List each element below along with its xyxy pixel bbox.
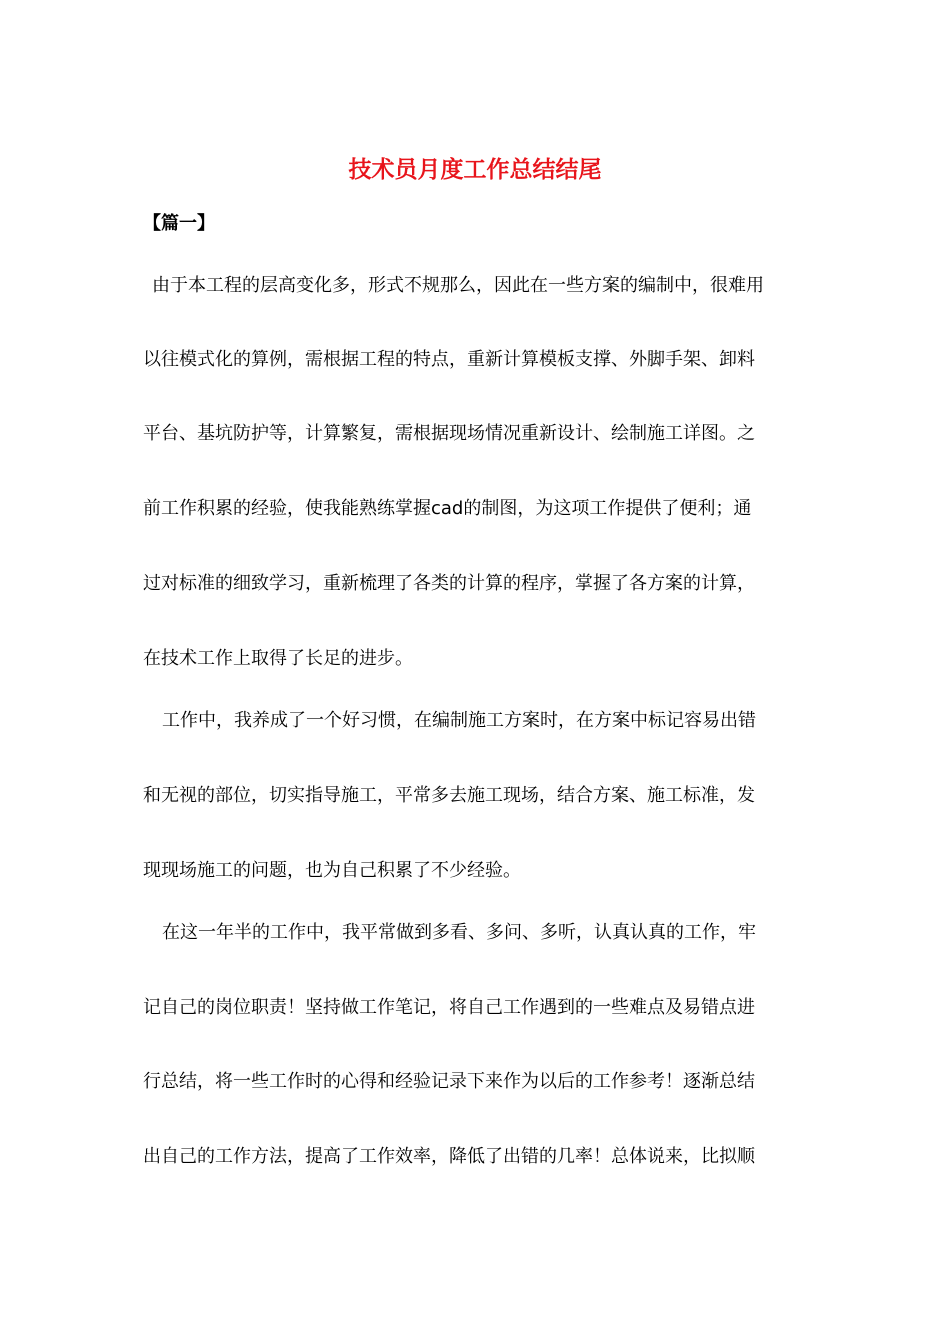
paragraph-line: 和无视的部位，切实指导施工，平常多去施工现场，结合方案、施工标准，发 <box>143 785 755 806</box>
document-title: 技术员月度工作总结结尾 <box>348 156 602 183</box>
paragraph-line: 前工作积累的经验，使我能熟练掌握cad的制图，为这项工作提供了便利；通 <box>143 498 752 519</box>
paragraph-line: 工作中，我养成了一个好习惯，在编制施工方案时，在方案中标记容易出错 <box>162 710 756 731</box>
paragraph-line: 记自己的岗位职责！坚持做工作笔记，将自己工作遇到的一些难点及易错点进 <box>143 997 755 1018</box>
paragraph-line: 在这一年半的工作中，我平常做到多看、多问、多听，认真认真的工作，牢 <box>162 922 756 943</box>
paragraph-line: 在技术工作上取得了长足的进步。 <box>143 648 413 669</box>
paragraph-line: 平台、基坑防护等，计算繁复，需根据现场情况重新设计、绘制施工详图。之 <box>143 423 755 444</box>
paragraph-line: 过对标准的细致学习，重新梳理了各类的计算的程序，掌握了各方案的计算， <box>143 573 755 594</box>
paragraph-line: 行总结，将一些工作时的心得和经验记录下来作为以后的工作参考！逐渐总结 <box>143 1071 755 1092</box>
paragraph-line: 由于本工程的层高变化多，形式不规那么，因此在一些方案的编制中，很难用 <box>152 275 764 296</box>
paragraph-line: 现现场施工的问题，也为自己积累了不少经验。 <box>143 860 521 881</box>
paragraph-line: 以往模式化的算例，需根据工程的特点，重新计算模板支撑、外脚手架、卸料 <box>143 349 755 370</box>
section-label: 【篇一】 <box>143 213 215 234</box>
paragraph-line: 出自己的工作方法，提高了工作效率，降低了出错的几率！总体说来，比拟顺 <box>143 1146 755 1167</box>
